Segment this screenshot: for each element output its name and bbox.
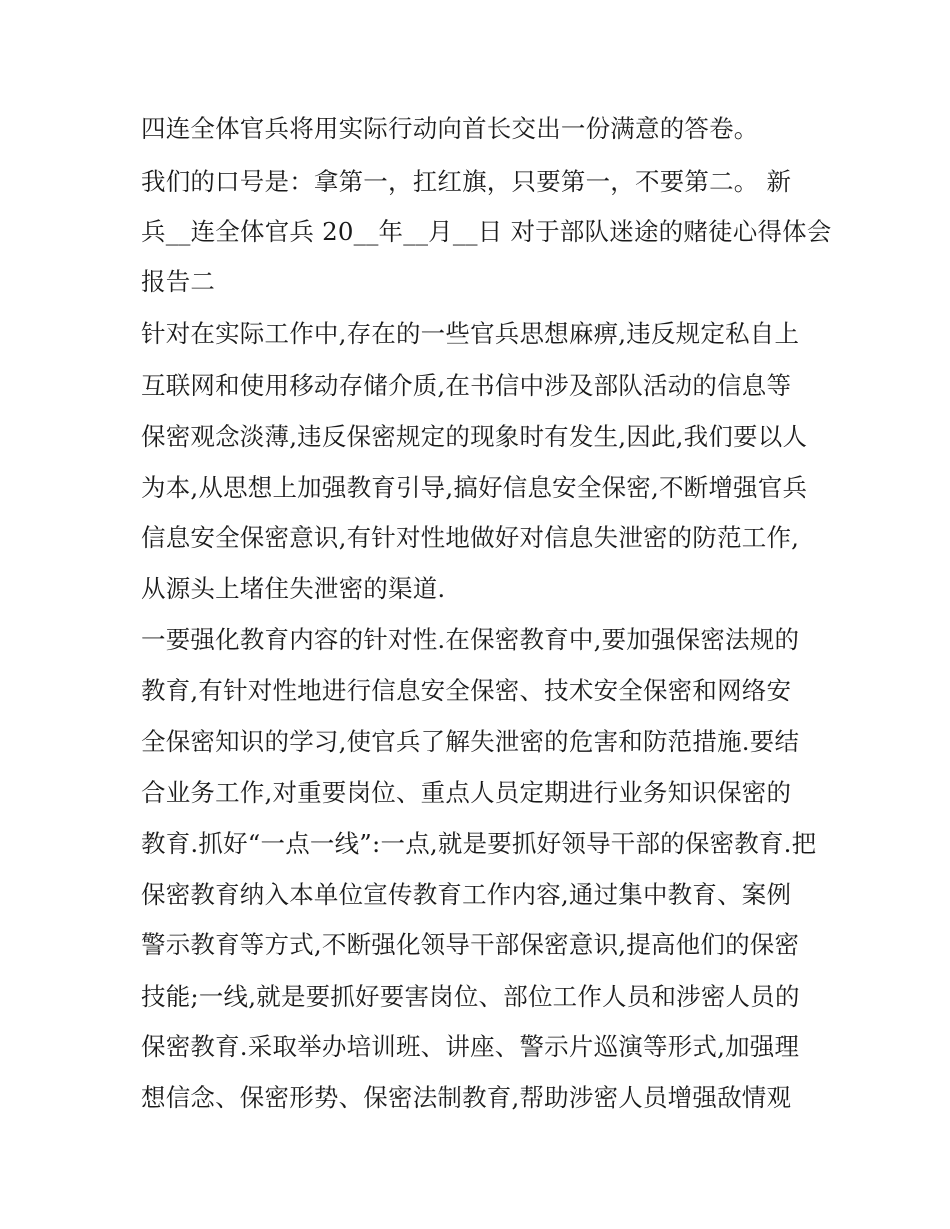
text-line: 教育,有针对性地进行信息安全保密、技术安全保密和网络安 <box>141 676 792 705</box>
text-line: 保密教育纳入本单位宣传教育工作内容,通过集中教育、案例 <box>141 880 792 909</box>
text-line: 互联网和使用移动存储介质,在书信中涉及部队活动的信息等 <box>141 371 792 400</box>
text-line: 针对在实际工作中,存在的一些官兵思想麻痹,违反规定私自上 <box>141 319 800 348</box>
text-line: 一要强化教育内容的针对性.在保密教育中,要加强保密法规的 <box>141 625 800 654</box>
text-line: 为本,从思想上加强教育引导,搞好信息安全保密,不断增强官兵 <box>141 473 808 502</box>
text-line: 想信念、保密形势、保密法制教育,帮助涉密人员增强敌情观 <box>141 1083 792 1112</box>
text-line: 四连全体官兵将用实际行动向首长交出一份满意的答卷。 <box>141 114 759 143</box>
text-line: 警示教育等方式,不断强化领导干部保密意识,提高他们的保密 <box>141 930 800 959</box>
text-line: 技能;一线,就是要抓好要害岗位、部位工作人员和涉密人员的 <box>141 982 800 1011</box>
text-line: 兵__连全体官兵 20__年__月__日 对于部队迷途的赌徒心得体会 <box>141 217 832 246</box>
text-line: 保密观念淡薄,违反保密规定的现象时有发生,因此,我们要以人 <box>141 422 808 451</box>
text-line: 我们的口号是：拿第一，扛红旗，只要第一，不要第二。 新 <box>141 167 792 196</box>
text-line: 从源头上堵住失泄密的渠道. <box>141 574 446 603</box>
text-line: 教育.抓好“一点一线”:一点,就是要抓好领导干部的保密教育.把 <box>141 829 817 858</box>
text-line: 报告二 <box>141 267 216 296</box>
text-line: 全保密知识的学习,使官兵了解失泄密的危害和防范措施.要结 <box>141 727 800 756</box>
text-line: 合业务工作,对重要岗位、重点人员定期进行业务知识保密的 <box>141 778 792 807</box>
text-line: 信息安全保密意识,有针对性地做好对信息失泄密的防范工作, <box>141 523 800 552</box>
text-line: 保密教育.采取举办培训班、讲座、警示片巡演等形式,加强理 <box>141 1032 800 1061</box>
